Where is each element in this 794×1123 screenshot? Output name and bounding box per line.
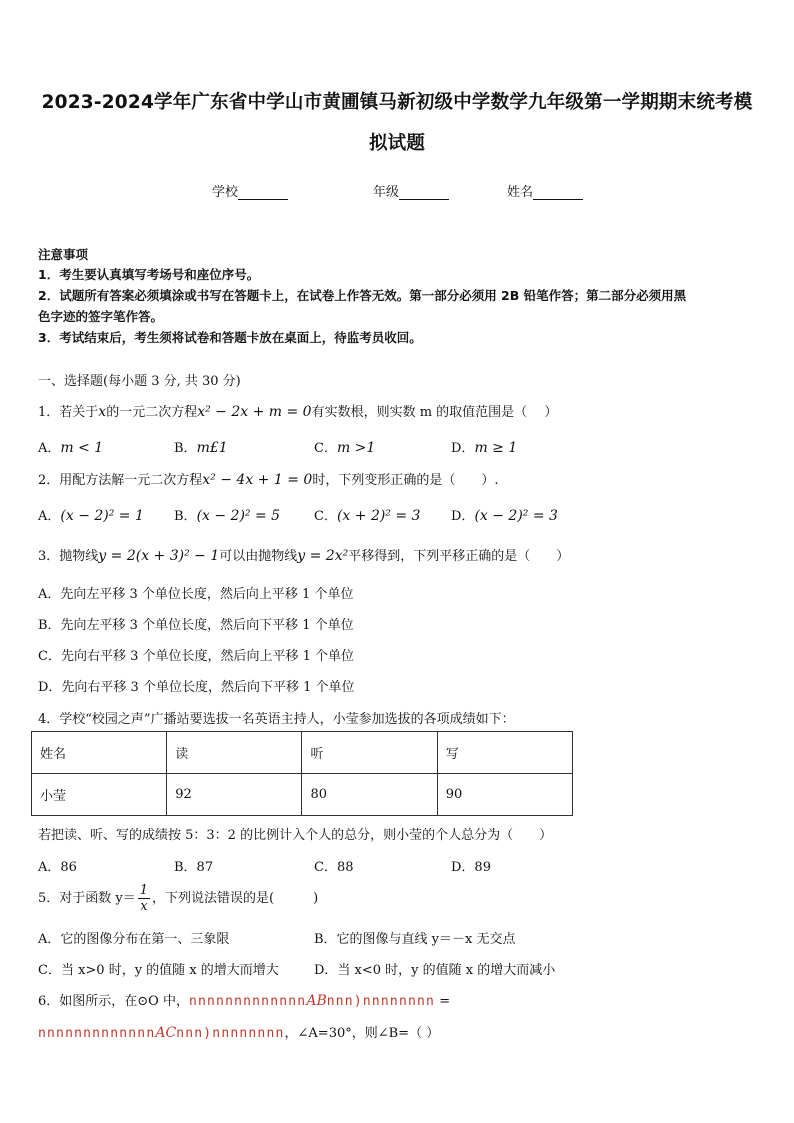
table-header-row [32, 732, 573, 774]
q2-option-c[interactable]: C．(x + 2)² = 3 [314, 508, 421, 524]
school-label: 学校 [212, 185, 239, 200]
q6-arc-ab: AB [306, 993, 327, 1009]
q1-post: 有实数根，则实数 m 的取值范围是（ ） [311, 405, 558, 420]
table-cell: 小莹 [32, 774, 167, 816]
grade-field[interactable] [373, 181, 449, 200]
q5-option-d[interactable]: D．当 x<0 时，y 的值随 x 的增大而减小 [314, 963, 556, 978]
q3-option-b[interactable]: B．先向左平移 3 个单位长度，然后向下平移 1 个单位 [38, 618, 354, 633]
table-cell: 90 [437, 774, 572, 816]
table-header-cell: 听 [302, 732, 437, 774]
q3-option-a[interactable]: A．先向左平移 3 个单位长度，然后向上平移 1 个单位 [38, 587, 354, 602]
table-header-cell: 写 [437, 732, 572, 774]
q5-fraction: $\frac{1}{x}$ [139, 883, 149, 914]
question-2: 2．用配方法解一元二次方程x² − 4x + 1 = 0时，下列变形正确的是（ ）. [38, 472, 499, 488]
name-label: 姓名 [507, 185, 534, 200]
question-4: 4．学校“校园之声”广播站要选拔一名英语主持人，小莹参加选拔的各项成绩如下： [38, 712, 515, 727]
grade-label: 年级 [373, 185, 400, 200]
q1-option-d[interactable]: D．m ≥ 1 [451, 440, 518, 456]
q4-option-d[interactable]: D．89 [451, 860, 491, 875]
notice-item-3: 3．考试结束后，考生须将试卷和答题卡放在桌面上，待监考员收回。 [38, 330, 422, 345]
q5-option-c[interactable]: C．当 x>0 时，y 的值随 x 的增大而增大 [38, 963, 279, 978]
question-5: 5．对于函数 y＝ $\frac{1}{x}$ ，下列说法错误的是( ) [38, 883, 319, 914]
q6-arc-ac: AC [155, 1025, 177, 1041]
q4-option-b[interactable]: B．87 [174, 860, 214, 875]
q1-option-b[interactable]: B．m£1 [174, 440, 228, 456]
name-blank[interactable] [533, 186, 583, 200]
q4-option-a[interactable]: A．86 [38, 860, 77, 875]
q1-option-a[interactable]: A．m < 1 [38, 440, 104, 456]
school-field[interactable] [212, 181, 288, 200]
name-field[interactable] [507, 181, 583, 200]
q4-option-c[interactable]: C．88 [314, 860, 354, 875]
notice-item-1: 1．考生要认真填写考场号和座位序号。 [38, 267, 260, 282]
q2-option-d[interactable]: D．(x − 2)² = 3 [451, 508, 558, 524]
q1-pre: 1．若关于 [38, 405, 99, 420]
notice-title: 注意事项 [38, 247, 89, 262]
q1-option-c[interactable]: C．m >1 [314, 440, 376, 456]
q1-equation: x² − 2x + m = 0 [197, 404, 312, 420]
page-title: 2023-2024学年广东省中学山市黄圃镇马新初级中学数学九年级第一学期期末统考模 [41, 92, 753, 113]
q6-garbled-2: nnn)nnnnnnnn [326, 994, 436, 1009]
grade-blank[interactable] [399, 186, 449, 200]
q4-follow: 若把读、听、写的成绩按 5：3：2 的比例计入个人的总分，则小莹的个人总分为（ ） [38, 828, 553, 843]
school-blank[interactable] [238, 186, 288, 200]
score-table [31, 731, 573, 816]
q2-option-a[interactable]: A．(x − 2)² = 1 [38, 508, 144, 524]
table-row [32, 774, 573, 816]
section-title: 一、选择题(每小题 3 分, 共 30 分) [38, 374, 241, 389]
q6-garbled-1: nnnnnnnnnnnnn [188, 994, 307, 1009]
notice-item-2-cont: 色字迹的签字笔作答。 [38, 309, 164, 324]
question-6-cont: nnnnnnnnnnnnnACnnn)nnnnnnnn，∠A=30°，则∠B=（ ） [38, 1025, 440, 1041]
table-cell: 92 [167, 774, 302, 816]
q5-option-a[interactable]: A．它的图像分布在第一、三象限 [38, 932, 230, 947]
table-header-cell: 姓名 [32, 732, 167, 774]
table-header-cell: 读 [167, 732, 302, 774]
q1-var: x [98, 404, 107, 420]
question-1 [38, 401, 557, 420]
q3-option-d[interactable]: D．先向右平移 3 个单位长度，然后向下平移 1 个单位 [38, 680, 355, 695]
q3-equation-1: y = 2(x + 3)² − 1 [98, 548, 220, 564]
q2-equation: x² − 4x + 1 = 0 [202, 472, 313, 488]
table-cell: 80 [302, 774, 437, 816]
q3-option-c[interactable]: C．先向右平移 3 个单位长度，然后向上平移 1 个单位 [38, 649, 355, 664]
question-6: 6．如图所示，在⊙O 中，nnnnnnnnnnnnnABnnn)nnnnnnnn = [38, 993, 451, 1009]
q1-mid: 的一元二次方程 [106, 405, 198, 420]
q3-equation-2: y = 2x² [297, 548, 349, 564]
q2-option-b[interactable]: B．(x − 2)² = 5 [174, 508, 281, 524]
q6-garbled-3: nnnnnnnnnnnnn [38, 1026, 156, 1041]
question-3: 3．抛物线y = 2(x + 3)² − 1可以由抛物线y = 2x²平移得到，下列平移正确的是（ ） [38, 548, 570, 564]
q5-option-b[interactable]: B．它的图像与直线 y＝－x 无交点 [314, 932, 516, 947]
q6-garbled-4: nnn)nnnnnnnn [176, 1026, 285, 1041]
notice-item-2: 2．试题所有答案必须填涂或书写在答题卡上，在试卷上作答无效。第一部分必须用 2B 铅笔作答；第二部分必须用黑 [38, 288, 687, 303]
page-title-continued: 拟试题 [368, 133, 426, 154]
